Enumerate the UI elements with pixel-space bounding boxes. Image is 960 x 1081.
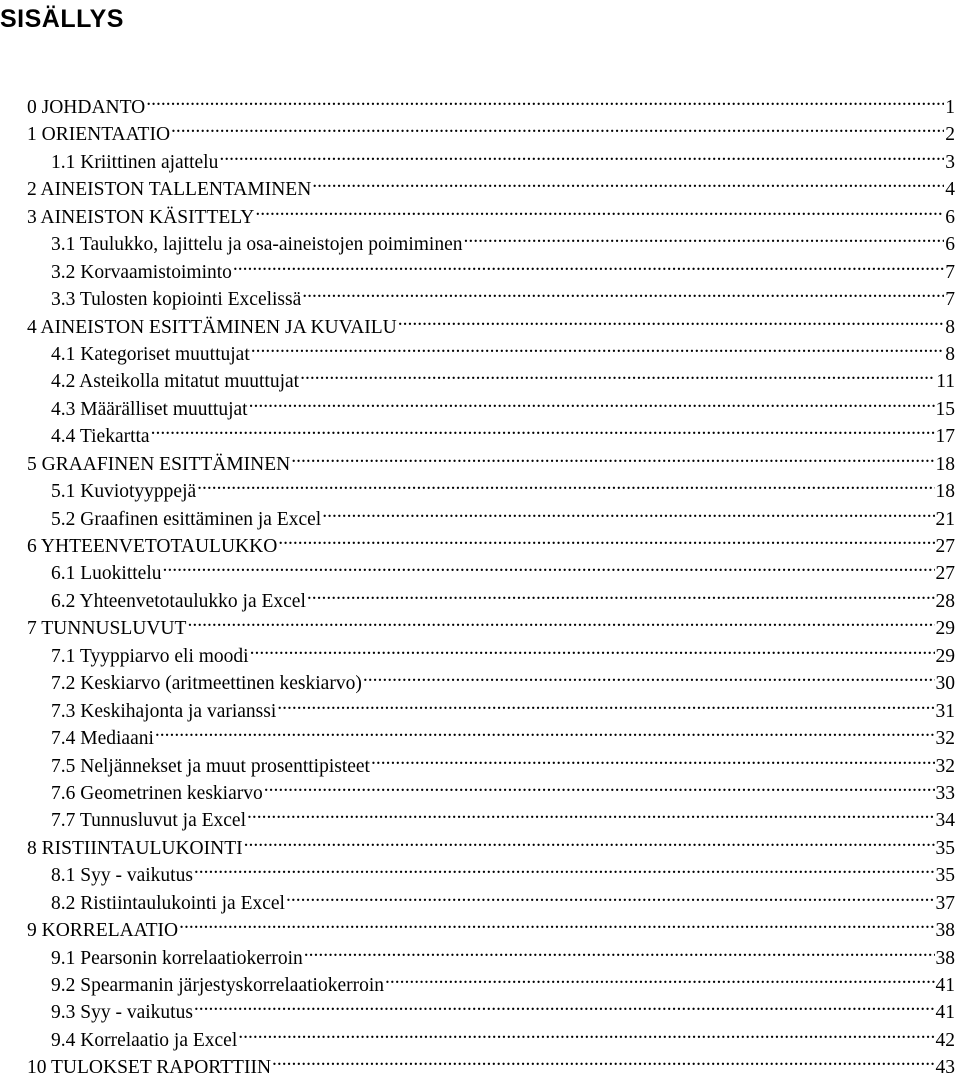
dot-leader — [277, 690, 934, 717]
toc-entry-label: 8.2 Ristiintaulukointi ja Excel — [51, 892, 285, 914]
toc-entry-page-number: 21 — [935, 508, 955, 530]
toc-entry-page-number: 35 — [935, 837, 955, 859]
toc-entry-label: 4 AINEISTON ESITTÄMINEN JA KUVAILU — [27, 316, 397, 338]
toc-entry-label: 4.2 Asteikolla mitatut muuttujat — [51, 371, 300, 393]
dot-leader — [291, 443, 934, 470]
toc-entry-label: 9.4 Korrelaatio ja Excel — [51, 1029, 238, 1051]
toc-entry-page-number: 7 — [945, 261, 955, 283]
toc-entry-label: 7.6 Geometrinen keskiarvo — [51, 782, 263, 804]
toc-entry-page-number: 30 — [935, 673, 955, 695]
toc-entry-page-number: 31 — [935, 700, 955, 722]
dot-leader — [255, 196, 944, 223]
toc-entry-label: 7.3 Keskihajonta ja varianssi — [51, 700, 277, 722]
dot-leader — [197, 470, 934, 497]
dot-leader — [304, 937, 935, 964]
dot-leader — [398, 306, 944, 333]
toc-entry[interactable] — [27, 415, 955, 448]
toc-entry-page-number: 29 — [935, 645, 955, 667]
dot-leader — [146, 86, 944, 113]
dot-leader — [238, 1019, 934, 1046]
toc-entry-page-number: 35 — [935, 865, 955, 887]
dot-leader — [371, 745, 935, 772]
toc-entry-page-number: 34 — [935, 810, 955, 832]
toc-entry-label: 7.7 Tunnusluvut ja Excel — [51, 810, 247, 832]
toc-entry-label: 0 JOHDANTO — [27, 97, 146, 118]
toc-entry-page-number: 41 — [935, 975, 955, 996]
toc-entry-page-number: 6 — [945, 234, 955, 256]
dot-leader — [179, 909, 934, 936]
dot-leader — [300, 360, 935, 387]
dot-leader — [278, 525, 934, 552]
toc-entry-label: 9 KORRELAATIO — [27, 920, 179, 942]
dot-leader — [194, 991, 935, 1018]
dot-leader — [464, 223, 945, 250]
dot-leader — [244, 827, 935, 854]
toc-entry-label: 5.1 Kuviotyyppejä — [51, 481, 197, 503]
toc-entry-label: 3 AINEISTON KÄSITTELY — [27, 206, 255, 228]
toc-entry-page-number: 11 — [936, 371, 955, 393]
toc-entry-label: 4.1 Kategoriset muuttujat — [51, 343, 250, 365]
toc-entry[interactable] — [27, 113, 955, 146]
toc-entry-label: 10 TULOKSET RAPORTTIIN — [27, 1057, 272, 1079]
toc-entry-page-number: 37 — [935, 892, 955, 914]
dot-leader — [163, 552, 935, 579]
toc-entry[interactable] — [27, 745, 955, 777]
toc-entry-label: 9.2 Spearmanin järjestyskorrelaatiokerroin — [51, 975, 385, 996]
toc-entry-page-number: 18 — [935, 481, 955, 503]
dot-leader — [151, 415, 935, 442]
dot-leader — [233, 251, 944, 278]
toc-entry-label: 5 GRAAFINEN ESITTÄMINEN — [27, 453, 291, 475]
dot-leader — [312, 168, 944, 195]
toc-entry[interactable] — [27, 580, 955, 612]
dot-leader — [251, 333, 944, 360]
toc-entry-page-number: 32 — [935, 755, 955, 777]
toc-entry[interactable] — [27, 552, 955, 585]
toc-entry[interactable] — [27, 717, 955, 750]
toc-entry-label: 1 ORIENTAATIO — [27, 124, 171, 146]
toc-entry-label: 7 TUNNUSLUVUT — [27, 618, 187, 640]
toc-entry-label: 6.2 Yhteenvetotaulukko ja Excel — [51, 590, 306, 612]
toc-entry-page-number: 8 — [945, 316, 955, 338]
dot-leader — [385, 964, 934, 991]
toc-entry-page-number: 41 — [935, 1002, 955, 1024]
dot-leader — [272, 1046, 934, 1073]
dot-leader — [302, 278, 944, 305]
toc-entry-label: 7.1 Tyyppiarvo eli moodi — [51, 645, 249, 667]
toc-entry-label: 3.1 Taulukko, lajittelu ja osa-aineistojen poimiminen — [51, 234, 463, 256]
dot-leader — [247, 799, 934, 826]
toc-entry-label: 8 RISTIINTAULUKOINTI — [27, 837, 243, 859]
toc-entry-page-number: 43 — [935, 1057, 955, 1079]
toc-entry-label: 7.5 Neljännekset ja muut prosenttipisteet — [51, 755, 370, 777]
dot-leader — [194, 854, 935, 881]
toc-entry-page-number: 38 — [935, 920, 955, 942]
toc-entry-label: 6 YHTEENVETOTAULUKKO — [27, 536, 278, 557]
toc-entry-label: 3.3 Tulosten kopiointi Excelissä — [51, 289, 302, 311]
toc-entry-page-number: 15 — [935, 398, 955, 420]
toc-entry[interactable] — [27, 443, 955, 475]
toc-entry-page-number: 6 — [945, 206, 955, 228]
toc-entry-label: 8.1 Syy - vaikutus — [51, 865, 193, 887]
dot-leader — [219, 141, 944, 168]
toc-entry-label: 5.2 Graafinen esittäminen ja Excel — [51, 508, 322, 530]
toc-entry-page-number: 7 — [945, 289, 955, 311]
dot-leader — [171, 113, 944, 140]
toc-entry-page-number: 8 — [945, 343, 955, 365]
toc-entry-label: 7.2 Keskiarvo (aritmeettinen keskiarvo) — [51, 673, 362, 695]
table-of-contents — [27, 86, 955, 1079]
dot-leader — [264, 772, 935, 799]
toc-entry-label: 9.1 Pearsonin korrelaatiokerroin — [51, 947, 303, 969]
dot-leader — [249, 388, 935, 415]
dot-leader — [322, 498, 934, 525]
toc-entry-label: 9.3 Syy - vaikutus — [51, 1002, 193, 1024]
toc-entry-label: 4.4 Tiekartta — [51, 426, 150, 448]
toc-entry-page-number: 18 — [935, 453, 955, 475]
dot-leader — [363, 662, 935, 689]
toc-entry[interactable] — [27, 86, 955, 118]
toc-entry-page-number: 33 — [935, 782, 955, 804]
toc-entry-label: 4.3 Määrälliset muuttujat — [51, 398, 248, 420]
dot-leader — [155, 717, 935, 744]
toc-entry-page-number: 38 — [935, 947, 955, 969]
page-title: SISÄLLYS — [0, 5, 124, 33]
dot-leader — [307, 580, 935, 607]
toc-entry-label: 6.1 Luokittelu — [51, 563, 162, 585]
toc-entry-page-number: 32 — [935, 728, 955, 750]
toc-entry-page-number: 17 — [935, 426, 955, 448]
toc-entry-label: 3.2 Korvaamistoiminto — [51, 261, 232, 283]
toc-entry-page-number: 1 — [945, 97, 955, 118]
dot-leader — [250, 635, 935, 662]
toc-entry-label: 7.4 Mediaani — [51, 728, 154, 750]
dot-leader — [286, 882, 935, 909]
toc-entry-page-number: 27 — [935, 536, 955, 557]
toc-entry-page-number: 2 — [945, 124, 955, 146]
toc-entry-page-number: 3 — [945, 151, 955, 173]
dot-leader — [187, 607, 934, 634]
toc-entry-label: 1.1 Kriittinen ajattelu — [51, 151, 219, 173]
toc-entry-label: 2 AINEISTON TALLENTAMINEN — [27, 179, 312, 201]
toc-entry-page-number: 42 — [935, 1029, 955, 1051]
toc-entry-page-number: 29 — [935, 618, 955, 640]
toc-entry-page-number: 27 — [935, 563, 955, 585]
toc-entry-page-number: 28 — [935, 590, 955, 612]
toc-entry-page-number: 4 — [945, 179, 955, 201]
